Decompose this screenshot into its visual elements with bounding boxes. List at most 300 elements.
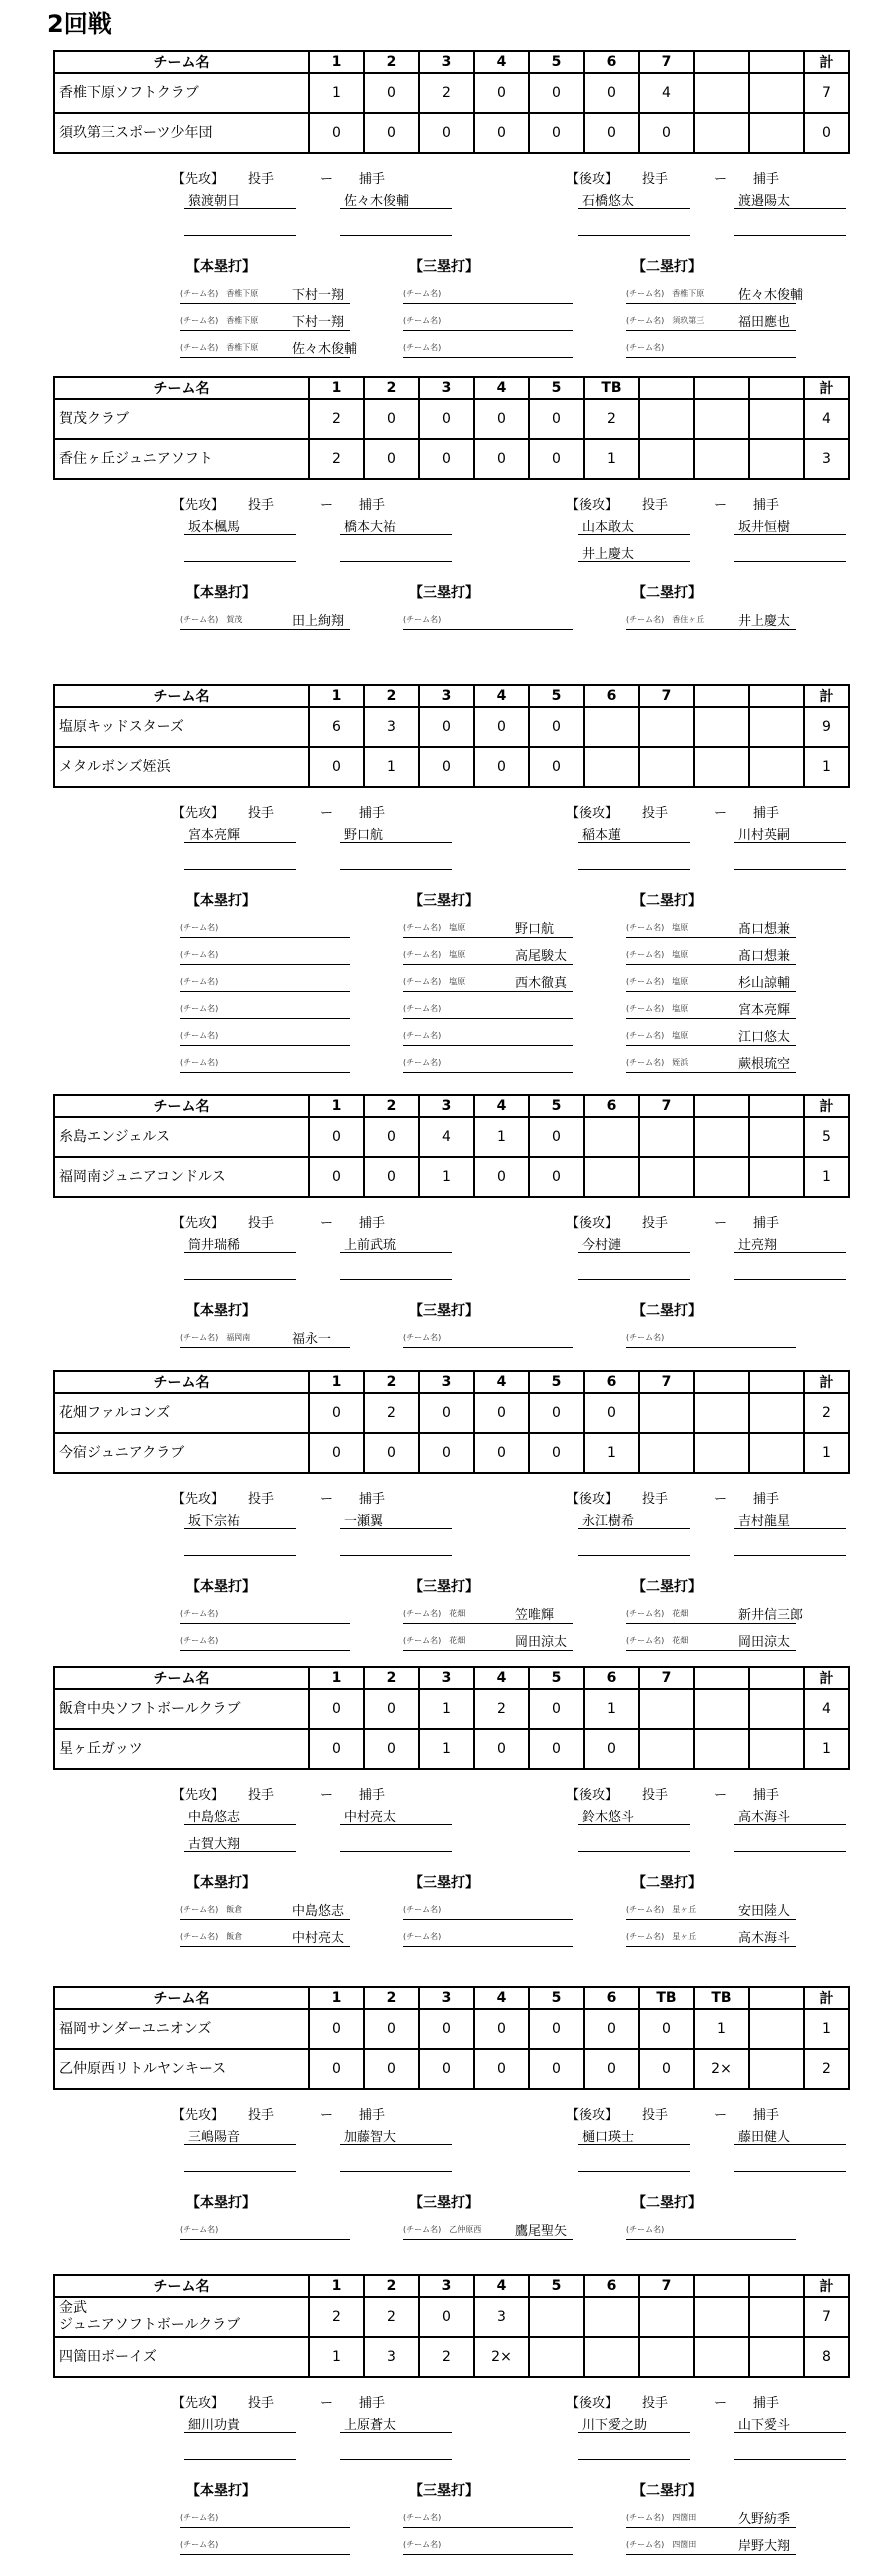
team-total: 1	[804, 1729, 849, 1769]
hit-team-label: (チーム名) 飯倉	[180, 1905, 243, 1914]
total-column-header: 計	[804, 51, 849, 73]
hit-team-label: (チーム名) 姪浜	[626, 1058, 689, 1067]
inning-header: 1	[309, 51, 364, 73]
inning-score: 0	[529, 73, 584, 113]
team-score-row	[54, 73, 849, 113]
hit-team-label: (チーム名)	[403, 2513, 442, 2522]
team-name	[54, 1117, 309, 1157]
batting-order-label: 【先攻】	[172, 1788, 225, 1803]
dash-label: ー	[320, 172, 334, 187]
inning-header: 6	[584, 2275, 639, 2297]
hit-underline	[403, 2239, 573, 2240]
inning-header: 7	[639, 51, 694, 73]
inning-header: 4	[474, 1987, 529, 2009]
pitcher-label: 投手	[248, 1492, 275, 1507]
catcher-label: 捕手	[753, 1492, 780, 1507]
hit-team-label: (チーム名)	[180, 2540, 219, 2549]
team-column-header: チーム名	[54, 1371, 309, 1393]
catcher-underline	[734, 235, 846, 236]
hitter-name: 野口航	[515, 922, 555, 937]
team-total: 1	[804, 1433, 849, 1473]
double-header: 【二塁打】	[632, 1303, 702, 1319]
inning-header: 1	[309, 2275, 364, 2297]
hit-team-label: (チーム名)	[403, 316, 442, 325]
team-score-row	[54, 1689, 849, 1729]
team-name	[54, 399, 309, 439]
hit-underline	[180, 357, 350, 358]
inning-score: 0	[529, 1117, 584, 1157]
inning-score: 0	[364, 113, 419, 153]
hit-underline	[180, 1919, 350, 1920]
hit-team-label: (チーム名)	[403, 1333, 442, 1342]
inning-header: 6	[584, 1987, 639, 2009]
team-name-line: 四箇田ボーイズ	[59, 2348, 157, 2365]
team-score-row	[54, 2049, 849, 2089]
hit-underline	[626, 2239, 796, 2240]
inning-header	[749, 51, 804, 73]
team-score-row	[54, 399, 849, 439]
team-score-row	[54, 2297, 849, 2337]
pitcher-underline	[578, 869, 690, 870]
team-name-line: 福岡南ジュニアコンドルス	[59, 1168, 226, 1185]
inning-header: 3	[419, 1987, 474, 2009]
hit-underline	[626, 1072, 796, 1073]
team-name	[54, 113, 309, 153]
inning-score: 0	[364, 1689, 419, 1729]
inning-score	[584, 747, 639, 787]
score-table	[53, 50, 850, 154]
pitcher-underline	[578, 1851, 690, 1852]
pitcher-name: 稲本蓮	[582, 828, 622, 843]
catcher-name: 佐々木俊輔	[344, 194, 410, 209]
inning-score: 0	[364, 2049, 419, 2089]
catcher-label: 捕手	[753, 2108, 780, 2123]
team-name-line: 香住ヶ丘ジュニアソフト	[59, 450, 213, 467]
hit-underline	[180, 303, 350, 304]
hit-team-label: (チーム名)	[626, 2225, 665, 2234]
team-name	[54, 707, 309, 747]
team-name-line: 須玖第三スポーツ少年団	[59, 124, 213, 141]
pitcher-label: 投手	[248, 2108, 275, 2123]
inning-header: 5	[529, 1095, 584, 1117]
hit-team-label: (チーム名)	[180, 1004, 219, 1013]
inning-score	[694, 747, 749, 787]
inning-header: 4	[474, 51, 529, 73]
pitcher-underline	[578, 1279, 690, 1280]
inning-score: 0	[309, 1689, 364, 1729]
inning-header: 2	[364, 1667, 419, 1689]
catcher-underline	[734, 561, 846, 562]
inning-score	[584, 707, 639, 747]
total-column-header: 計	[804, 1095, 849, 1117]
inning-score	[694, 2297, 749, 2337]
inning-header: 1	[309, 1371, 364, 1393]
inning-score	[584, 2337, 639, 2377]
inning-score: 0	[529, 747, 584, 787]
hr-header: 【本塁打】	[186, 893, 256, 909]
pitcher-label: 投手	[642, 2396, 669, 2411]
game-section	[0, 1986, 896, 2286]
inning-score: 0	[529, 2009, 584, 2049]
hr-header: 【本塁打】	[186, 2195, 256, 2211]
inning-score: 0	[584, 1393, 639, 1433]
team-column-header: チーム名	[54, 1667, 309, 1689]
hit-team-label: (チーム名) 塩原	[626, 1004, 689, 1013]
team-total: 4	[804, 399, 849, 439]
pitcher-name: 坂本楓馬	[188, 520, 241, 535]
inning-score	[639, 707, 694, 747]
inning-score: 0	[529, 399, 584, 439]
hitter-name: 福永一	[292, 1332, 332, 1347]
team-name	[54, 1729, 309, 1769]
hit-underline	[626, 330, 796, 331]
hit-underline	[180, 2239, 350, 2240]
pitcher-label: 投手	[248, 172, 275, 187]
team-score-row	[54, 439, 849, 479]
inning-score: 3	[364, 707, 419, 747]
hit-underline	[626, 2527, 796, 2528]
batting-order-label: 【後攻】	[566, 1788, 619, 1803]
inning-score: 0	[474, 439, 529, 479]
team-total: 1	[804, 747, 849, 787]
team-name	[54, 2009, 309, 2049]
inning-header: 1	[309, 377, 364, 399]
inning-score	[694, 1117, 749, 1157]
team-total: 2	[804, 1393, 849, 1433]
catcher-label: 捕手	[359, 2108, 386, 2123]
catcher-label: 捕手	[753, 806, 780, 821]
hit-underline	[403, 1946, 573, 1947]
hit-underline	[180, 937, 350, 938]
catcher-name: 上原蒼太	[344, 2418, 397, 2433]
team-name-line: 乙仲原西リトルヤンキース	[59, 2060, 227, 2077]
hitter-name: 下村一翔	[292, 315, 345, 330]
hit-underline	[626, 1045, 796, 1046]
inning-score: 0	[474, 1729, 529, 1769]
hit-underline	[180, 991, 350, 992]
hit-team-label: (チーム名) 花畑	[626, 1636, 689, 1645]
hit-team-label: (チーム名) 塩原	[626, 977, 689, 986]
hit-team-label: (チーム名) 賀茂	[180, 615, 243, 624]
inning-score: 2	[364, 1393, 419, 1433]
inning-score: 0	[419, 707, 474, 747]
hit-underline	[180, 2527, 350, 2528]
inning-score: 0	[309, 2049, 364, 2089]
dash-label: ー	[714, 1788, 728, 1803]
inning-header: 6	[584, 1095, 639, 1117]
inning-score: 0	[419, 399, 474, 439]
inning-header: 2	[364, 377, 419, 399]
hit-team-label: (チーム名) 福岡南	[180, 1333, 251, 1342]
team-total: 4	[804, 1689, 849, 1729]
inning-score: 3	[474, 2297, 529, 2337]
catcher-label: 捕手	[753, 1216, 780, 1231]
inning-score	[749, 2009, 804, 2049]
dash-label: ー	[714, 1216, 728, 1231]
team-column-header: チーム名	[54, 1095, 309, 1117]
catcher-label: 捕手	[753, 1788, 780, 1803]
hit-team-label: (チーム名) 乙仲原西	[403, 2225, 482, 2234]
inning-score: 0	[529, 1433, 584, 1473]
team-score-row	[54, 1393, 849, 1433]
hit-team-label: (チーム名)	[180, 1031, 219, 1040]
inning-header: 3	[419, 377, 474, 399]
catcher-underline	[340, 2171, 452, 2172]
hit-underline	[403, 937, 573, 938]
team-total: 2	[804, 2049, 849, 2089]
inning-score: 0	[474, 113, 529, 153]
catcher-label: 捕手	[359, 2396, 386, 2411]
pitcher-name: 樋口瑛士	[582, 2130, 635, 2145]
score-header-row	[54, 51, 849, 73]
inning-header: 5	[529, 1987, 584, 2009]
inning-score: 0	[419, 2009, 474, 2049]
hit-team-label: (チーム名) 星ヶ丘	[626, 1905, 697, 1914]
team-name	[54, 1433, 309, 1473]
team-name-line: 福岡サンダーユニオンズ	[59, 2020, 212, 2037]
inning-score: 0	[364, 73, 419, 113]
inning-header: 4	[474, 377, 529, 399]
team-name	[54, 1689, 309, 1729]
inning-score: 0	[639, 2049, 694, 2089]
catcher-name: 藤田健人	[738, 2130, 791, 2145]
batting-order-label: 【先攻】	[172, 498, 225, 513]
hit-team-label: (チーム名)	[403, 1932, 442, 1941]
batting-order-label: 【先攻】	[172, 172, 225, 187]
hit-underline	[180, 1018, 350, 1019]
inning-header: 3	[419, 685, 474, 707]
catcher-underline	[340, 2459, 452, 2460]
inning-score: 2×	[694, 2049, 749, 2089]
inning-score	[749, 1729, 804, 1769]
batting-order-label: 【先攻】	[172, 1216, 225, 1231]
inning-score: 0	[474, 707, 529, 747]
inning-score: 0	[529, 2049, 584, 2089]
inning-score: 2	[309, 439, 364, 479]
triple-header: 【三塁打】	[409, 2483, 479, 2499]
catcher-name: 吉村龍星	[738, 1514, 791, 1529]
inning-score	[639, 2297, 694, 2337]
inning-score	[694, 439, 749, 479]
inning-score: 0	[474, 1157, 529, 1197]
hit-underline	[403, 991, 573, 992]
total-column-header: 計	[804, 1667, 849, 1689]
hitter-name: 高木海斗	[738, 1931, 791, 1946]
inning-score: 1	[419, 1689, 474, 1729]
inning-header: 4	[474, 1371, 529, 1393]
hit-underline	[180, 629, 350, 630]
inning-score: 4	[639, 73, 694, 113]
catcher-name: 坂井恒樹	[738, 520, 791, 535]
inning-header: 1	[309, 1987, 364, 2009]
inning-header: 4	[474, 1667, 529, 1689]
score-table	[53, 684, 850, 788]
score-header-row	[54, 2275, 849, 2297]
hit-underline	[626, 937, 796, 938]
inning-score: 0	[364, 1729, 419, 1769]
hit-underline	[626, 1946, 796, 1947]
catcher-underline	[340, 1851, 452, 1852]
catcher-underline	[734, 1555, 846, 1556]
inning-header: 6	[584, 1371, 639, 1393]
inning-score: 1	[474, 1117, 529, 1157]
hit-underline	[626, 964, 796, 965]
pitcher-name: 三嶋陽音	[188, 2130, 241, 2145]
team-total: 1	[804, 2009, 849, 2049]
hit-underline	[403, 629, 573, 630]
inning-score: 0	[364, 2009, 419, 2049]
inning-score	[529, 2297, 584, 2337]
batting-order-label: 【後攻】	[566, 2108, 619, 2123]
team-name-line: 糸島エンジェルス	[59, 1128, 170, 1145]
inning-score	[749, 2337, 804, 2377]
double-header: 【二塁打】	[632, 585, 702, 601]
pitcher-underline	[184, 235, 296, 236]
team-name	[54, 1157, 309, 1197]
pitcher-name: 中島悠志	[188, 1810, 241, 1825]
hit-underline	[403, 1018, 573, 1019]
inning-score	[749, 1689, 804, 1729]
hit-underline	[626, 2554, 796, 2555]
inning-header	[749, 1095, 804, 1117]
pitcher-name: 石橋悠太	[582, 194, 635, 209]
double-header: 【二塁打】	[632, 893, 702, 909]
hr-header: 【本塁打】	[186, 259, 256, 275]
inning-score: 1	[584, 1433, 639, 1473]
inning-score: 0	[364, 1433, 419, 1473]
inning-score: 0	[584, 2049, 639, 2089]
pitcher-name: 筒井瑞稀	[188, 1238, 241, 1253]
hit-team-label: (チーム名) 塩原	[626, 950, 689, 959]
hit-team-label: (チーム名)	[180, 1609, 219, 1618]
catcher-label: 捕手	[753, 2396, 780, 2411]
total-column-header: 計	[804, 685, 849, 707]
catcher-name: 川村英嗣	[738, 828, 791, 843]
hitter-name: 福田應也	[738, 315, 791, 330]
hit-team-label: (チーム名)	[403, 1905, 442, 1914]
hr-header: 【本塁打】	[186, 1875, 256, 1891]
inning-score: 1	[419, 1157, 474, 1197]
inning-score: 0	[529, 707, 584, 747]
inning-score	[639, 439, 694, 479]
inning-score	[639, 1393, 694, 1433]
inning-score	[639, 399, 694, 439]
hit-team-label: (チーム名)	[403, 2540, 442, 2549]
inning-header: 5	[529, 51, 584, 73]
inning-header	[749, 377, 804, 399]
score-table	[53, 1370, 850, 1474]
hitter-name: 宮本亮輝	[738, 1003, 791, 1018]
hit-team-label: (チーム名) 塩原	[403, 950, 466, 959]
inning-score: 0	[364, 439, 419, 479]
hr-header: 【本塁打】	[186, 585, 256, 601]
dash-label: ー	[714, 2396, 728, 2411]
inning-score	[584, 1117, 639, 1157]
team-column-header: チーム名	[54, 377, 309, 399]
inning-score	[694, 1689, 749, 1729]
inning-score	[694, 399, 749, 439]
double-header: 【二塁打】	[632, 259, 702, 275]
inning-score	[749, 1393, 804, 1433]
hit-team-label: (チーム名)	[626, 1333, 665, 1342]
inning-header: 5	[529, 1667, 584, 1689]
hit-team-label: (チーム名) 塩原	[403, 977, 466, 986]
catcher-underline	[734, 2459, 846, 2460]
pitcher-label: 投手	[248, 498, 275, 513]
inning-score	[694, 1393, 749, 1433]
pitcher-underline	[578, 2459, 690, 2460]
team-name-line: 金武	[59, 2300, 87, 2316]
batting-order-label: 【先攻】	[172, 2396, 225, 2411]
inning-header: 3	[419, 1667, 474, 1689]
batting-order-label: 【後攻】	[566, 1216, 619, 1231]
hit-underline	[403, 2527, 573, 2528]
inning-header	[694, 377, 749, 399]
hitter-name: 西木徹真	[515, 976, 568, 991]
inning-score: 0	[529, 1689, 584, 1729]
inning-score	[749, 399, 804, 439]
pitcher-underline	[184, 1555, 296, 1556]
hit-underline	[626, 1623, 796, 1624]
triple-header: 【三塁打】	[409, 585, 479, 601]
dash-label: ー	[320, 806, 334, 821]
hit-team-label: (チーム名) 塩原	[403, 923, 466, 932]
catcher-label: 捕手	[753, 498, 780, 513]
inning-score: 0	[474, 747, 529, 787]
batting-order-label: 【後攻】	[566, 1492, 619, 1507]
score-header-row	[54, 377, 849, 399]
inning-score: 3	[364, 2337, 419, 2377]
hit-underline	[180, 330, 350, 331]
hit-team-label: (チーム名) 花畑	[403, 1636, 466, 1645]
inning-header: 3	[419, 1371, 474, 1393]
hitter-name: 佐々木俊輔	[292, 342, 358, 357]
team-name-line: 今宿ジュニアクラブ	[59, 1444, 185, 1461]
inning-score: 0	[529, 439, 584, 479]
pitcher-name: 細川功貴	[188, 2418, 241, 2433]
inning-score	[749, 1157, 804, 1197]
pitcher-label: 投手	[248, 806, 275, 821]
double-header: 【二塁打】	[632, 2195, 702, 2211]
triple-header: 【三塁打】	[409, 1579, 479, 1595]
catcher-underline	[734, 1279, 846, 1280]
inning-header: 6	[584, 1667, 639, 1689]
game-section	[0, 1094, 896, 1394]
hit-underline	[403, 303, 573, 304]
hit-underline	[626, 1347, 796, 1348]
inning-score	[694, 1729, 749, 1769]
pitcher-name: 坂下宗祐	[188, 1514, 241, 1529]
catcher-underline	[734, 2171, 846, 2172]
hit-underline	[180, 2554, 350, 2555]
inning-header: 6	[584, 51, 639, 73]
score-table	[53, 2274, 850, 2378]
hit-underline	[626, 629, 796, 630]
inning-score	[749, 73, 804, 113]
team-score-row	[54, 1157, 849, 1197]
dash-label: ー	[320, 498, 334, 513]
hitter-name: 久野紡季	[738, 2512, 791, 2527]
hit-underline	[403, 1919, 573, 1920]
inning-header: TB	[584, 377, 639, 399]
pitcher-underline	[578, 2171, 690, 2172]
hit-team-label: (チーム名)	[626, 343, 665, 352]
dash-label: ー	[320, 1216, 334, 1231]
inning-score: 0	[419, 2049, 474, 2089]
inning-score: 0	[584, 73, 639, 113]
inning-score	[749, 2297, 804, 2337]
batting-order-label: 【後攻】	[566, 498, 619, 513]
